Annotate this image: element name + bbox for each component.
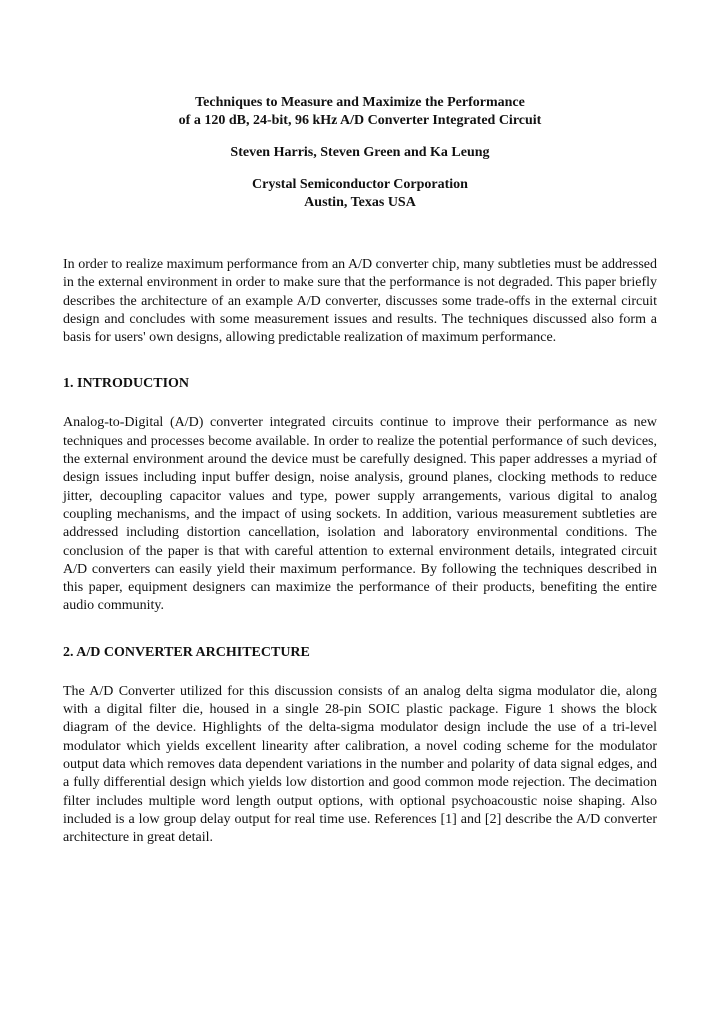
abstract: In order to realize maximum performance from an A/D converter chip, many subtleties must be addressed in the external environment in order to make sure that the performance is not degraded. This paper briefly describes the architecture of an example A/D converter, discusses some trade-offs in the external circuit design and concludes with some measurement issues and results. The techniques discussed also form a basis for users' own designs, allowing predictable realization of maximum performance. xyxy=(63,257,657,346)
title-block xyxy=(63,94,657,130)
title-line-1: Techniques to Measure and Maximize the Performance xyxy=(195,95,525,110)
section-text-introduction: Analog-to-Digital (A/D) converter integrated circuits continue to improve their performance as new techniques and processes become available. In order to realize the potential performance of such devices, the external environment around the device must be carefully designed. This paper addresses a myriad of design issues including input buffer design, noise analysis, ground planes, clocking methods to reduce jitter, decoupling capacitor values and type, power supply arrangements, various digital to analog coupling mechanisms, and the impact of using sockets. In addition, various measurement subtleties are addressed including distortion cancellation, isolation and laboratory environmental conditions. The conclusion of the paper is that with careful attention to external environment details, integrated circuit A/D converters can easily yield their maximum performance. By following the techniques described in this paper, equipment designers can maximize the performance of their products, benefiting the entire audio community. xyxy=(63,415,657,614)
section-text-architecture: The A/D Converter utilized for this discussion consists of an analog delta sigma modulator die, along with a digital filter die, housed in a single 28-pin SOIC plastic package. Figure 1 shows the block diagram of the device. Highlights of the delta-sigma modulator design include the use of a tri-level modulator which yields excellent linearity after calibration, a novel coding scheme for the modulator output data which removes data dependent variations in the number and polarity of data signal edges, and a fully differential design which yields low distortion and good common mode rejection. The decimation filter includes multiple word length output options, with optional psychoacoustic noise shaping. Also included is a low group delay output for real time use. References [1] and [2] describe the A/D converter architecture in great detail. xyxy=(63,683,657,846)
paper-page xyxy=(63,94,657,847)
section-heading-introduction: 1. INTRODUCTION xyxy=(63,376,190,392)
authors: Steven Harris, Steven Green and Ka Leung xyxy=(230,145,490,160)
title-line-2: of a 120 dB, 24-bit, 96 kHz A/D Converter Integrated Circuit xyxy=(178,113,542,128)
section-heading-architecture: 2. A/D CONVERTER ARCHITECTURE xyxy=(63,644,310,660)
affiliation-block xyxy=(63,176,657,212)
affiliation: Crystal Semiconductor Corporation xyxy=(252,177,468,192)
location: Austin, Texas USA xyxy=(304,195,416,210)
